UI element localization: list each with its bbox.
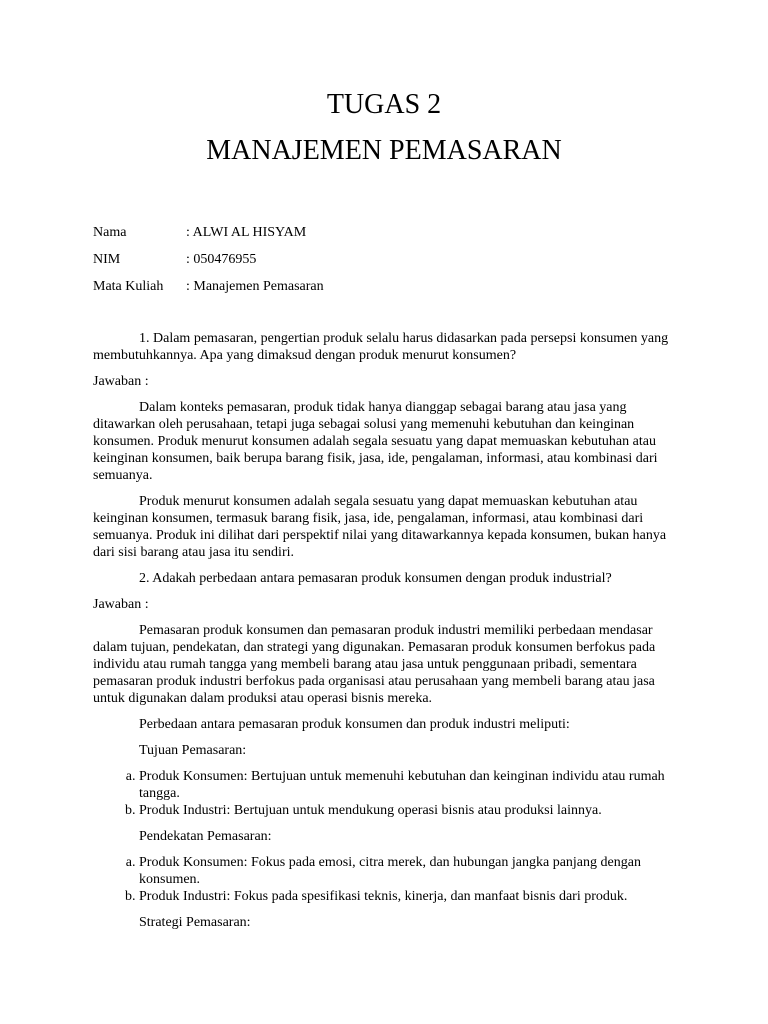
document-body <box>93 330 675 940</box>
info-value: : ALWI AL HISYAM <box>186 225 307 240</box>
list-item: a. Produk Konsumen: Fokus pada emosi, citra merek, dan hubungan jangka panjang dengan konsumen. <box>139 854 675 888</box>
document-title: TUGAS 2 <box>326 89 442 120</box>
list-item: a. Produk Konsumen: Bertujuan untuk memenuhi kebutuhan dan keinginan individu atau rumah tangga. <box>139 768 675 802</box>
answer-label-2: Jawaban : <box>93 597 149 612</box>
list-item: b. Produk Industri: Fokus pada spesifikasi teknis, kinerja, dan manfaat bisnis dari produk. <box>139 888 675 905</box>
list-item: b. Produk Industri: Bertujuan untuk mendukung operasi bisnis atau produksi lainnya. <box>139 802 675 819</box>
answer-1-paragraph-2: Produk menurut konsumen adalah segala sesuatu yang dapat memuaskan kebutuhan atau keinginan konsumen, termasuk barang fisik, jasa, ide, pengalaman, informasi, atau kombinasi dari semuanya. Produk ini dilihat dari perspektif nilai yang ditawarkannya kepada konsumen, bukan hanya dari sisi barang atau jasa itu sendiri. <box>93 494 667 560</box>
info-label: NIM <box>93 252 121 267</box>
section-heading-strategi: Strategi Pemasaran: <box>139 915 251 930</box>
answer-label-1: Jawaban : <box>93 374 149 389</box>
info-row-mata-kuliah <box>93 278 324 295</box>
answer-2-paragraph-2: Perbedaan antara pemasaran produk konsumen dan produk industri meliputi: <box>139 717 570 732</box>
list-pendekatan <box>93 854 675 905</box>
question-2: 2. Adakah perbedaan antara pemasaran produk konsumen dengan produk industrial? <box>139 571 612 586</box>
info-label: Mata Kuliah <box>93 279 164 294</box>
question-1: 1. Dalam pemasaran, pengertian produk selalu harus didasarkan pada persepsi konsumen yang membutuhkannya. Apa yang dimaksud dengan produk menurut konsumen? <box>93 331 669 363</box>
document-subtitle: MANAJEMEN PEMASARAN <box>206 135 562 166</box>
info-value: : Manajemen Pemasaran <box>186 279 324 294</box>
info-value: : 050476955 <box>186 252 257 267</box>
list-tujuan <box>93 768 675 819</box>
answer-2-paragraph-1: Pemasaran produk konsumen dan pemasaran produk industri memiliki perbedaan mendasar dalam tujuan, pendekatan, dan strategi yang digunakan. Pemasaran produk konsumen berfokus pada individu atau rumah tangga yang membeli barang atau jasa untuk penggunaan pribadi, sementara pemasaran produk industri berfokus pada organisasi atau perusahaan yang membeli barang atau jasa untuk digunakan dalam produksi atau operasi bisnis mereka. <box>93 623 656 706</box>
section-heading-tujuan: Tujuan Pemasaran: <box>139 743 247 758</box>
info-row-nama <box>93 224 306 241</box>
info-row-nim <box>93 251 256 268</box>
section-heading-pendekatan: Pendekatan Pemasaran: <box>139 829 272 844</box>
answer-1-paragraph-1: Dalam konteks pemasaran, produk tidak hanya dianggap sebagai barang atau jasa yang ditawarkan oleh perusahaan, tetapi juga sebagai solusi yang memenuhi kebutuhan dan keinginan konsumen. Produk menurut konsumen adalah segala sesuatu yang dapat memuaskan kebutuhan atau keinginan konsumen, baik berupa barang fisik, jasa, ide, pengalaman, informasi, atau kombinasi dari semuanya. <box>93 400 658 483</box>
info-label: Nama <box>93 225 127 240</box>
